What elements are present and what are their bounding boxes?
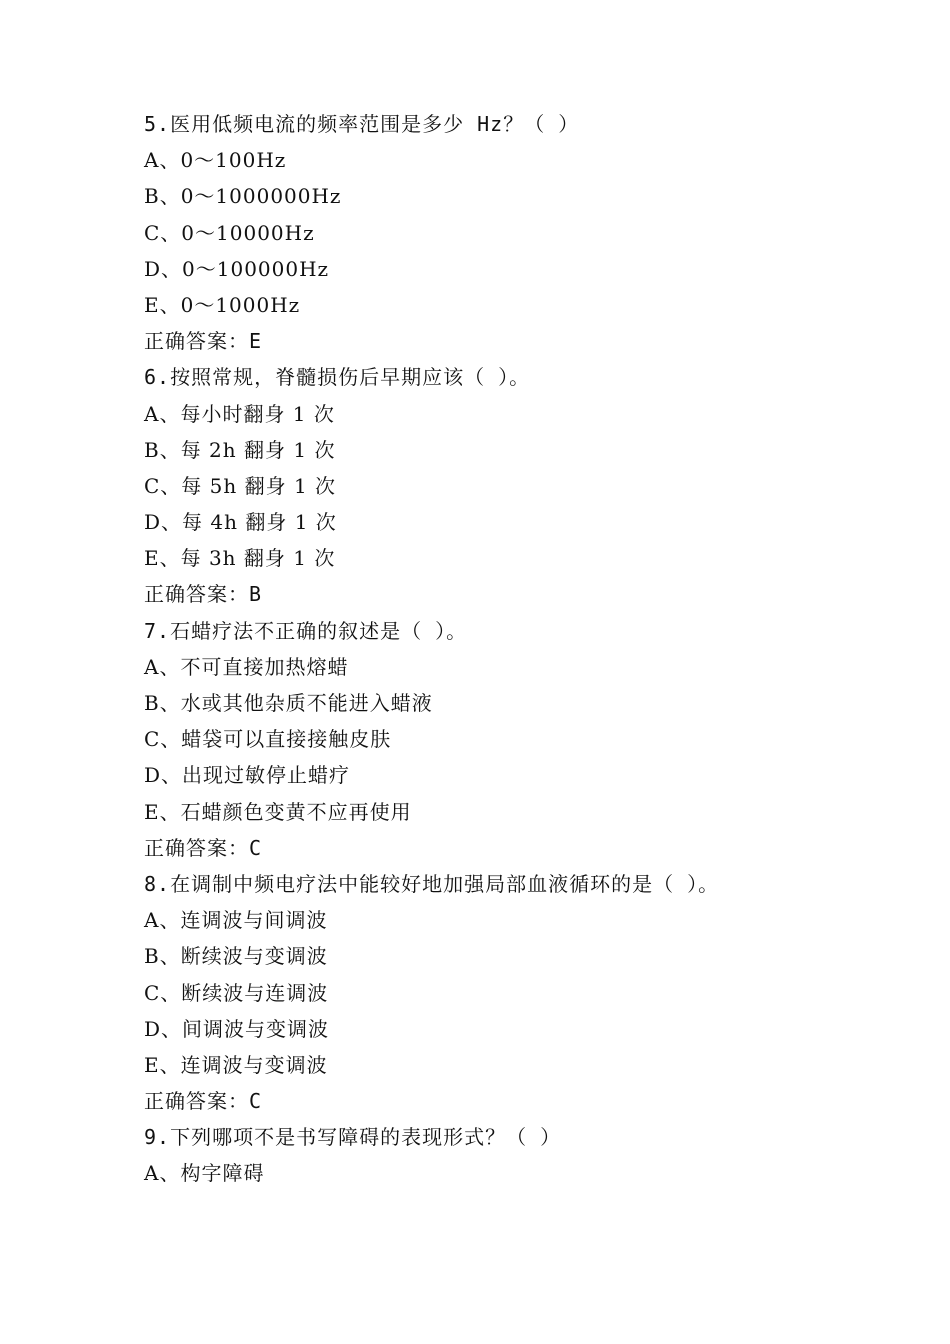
question-7-option-b: B、水或其他杂质不能进入蜡液: [144, 691, 433, 715]
question-5-option-c: C、0～10000Hz: [144, 220, 315, 245]
question-5-option-b: B、0～1000000Hz: [144, 184, 342, 209]
question-8-option-a: A、连调波与间调波: [144, 908, 328, 933]
question-5-option-d: D、0～100000Hz: [144, 256, 330, 281]
question-6-option-e: E、每 3h 翻身 1 次: [144, 546, 336, 571]
question-list: [144, 106, 864, 1192]
question-5-answer: 正确答案：E: [144, 329, 263, 354]
question-7-option-d: D、出现过敏停止蜡疗: [144, 763, 351, 788]
question-6-text: 6.按照常规，脊髓损伤后早期应该（ ）。: [144, 365, 531, 390]
question-8-option-b: B、断续波与变调波: [144, 944, 328, 969]
question-6-option-b: B、每 2h 翻身 1 次: [144, 437, 336, 462]
question-7-answer: 正确答案：C: [144, 835, 263, 860]
question-6-option-a: A、每小时翻身 1 次: [144, 401, 335, 426]
question-7-text: 7.石蜡疗法不正确的叙述是（ ）。: [144, 618, 468, 643]
question-8-option-e: E、连调波与变调波: [144, 1052, 328, 1077]
question-5-option-a: A、0～100Hz: [144, 148, 287, 173]
question-7-option-a: A、不可直接加热熔蜡: [144, 654, 349, 679]
question-8-text: 8.在调制中频电疗法中能较好地加强局部血液循环的是（ ）。: [144, 871, 720, 896]
question-6-answer: 正确答案：B: [144, 582, 263, 607]
question-9-text: 9.下列哪项不是书写障碍的表现形式？（ ）: [144, 1125, 562, 1150]
question-6-option-d: D、每 4h 翻身 1 次: [144, 510, 337, 535]
question-6-option-c: C、每 5h 翻身 1 次: [144, 473, 337, 498]
question-7-option-e: E、石蜡颜色变黄不应再使用: [144, 799, 412, 824]
question-8-option-c: C、断续波与连调波: [144, 980, 329, 1005]
question-5-text: 5.医用低频电流的频率范围是多少 Hz？（ ）: [144, 112, 580, 136]
question-8-option-d: D、间调波与变调波: [144, 1016, 330, 1041]
question-5-option-e: E、0～1000Hz: [144, 292, 301, 317]
question-7-option-c: C、蜡袋可以直接接触皮肤: [144, 727, 392, 752]
question-8-answer: 正确答案：C: [144, 1089, 263, 1114]
question-9-option-a: A、构字障碍: [144, 1161, 265, 1186]
